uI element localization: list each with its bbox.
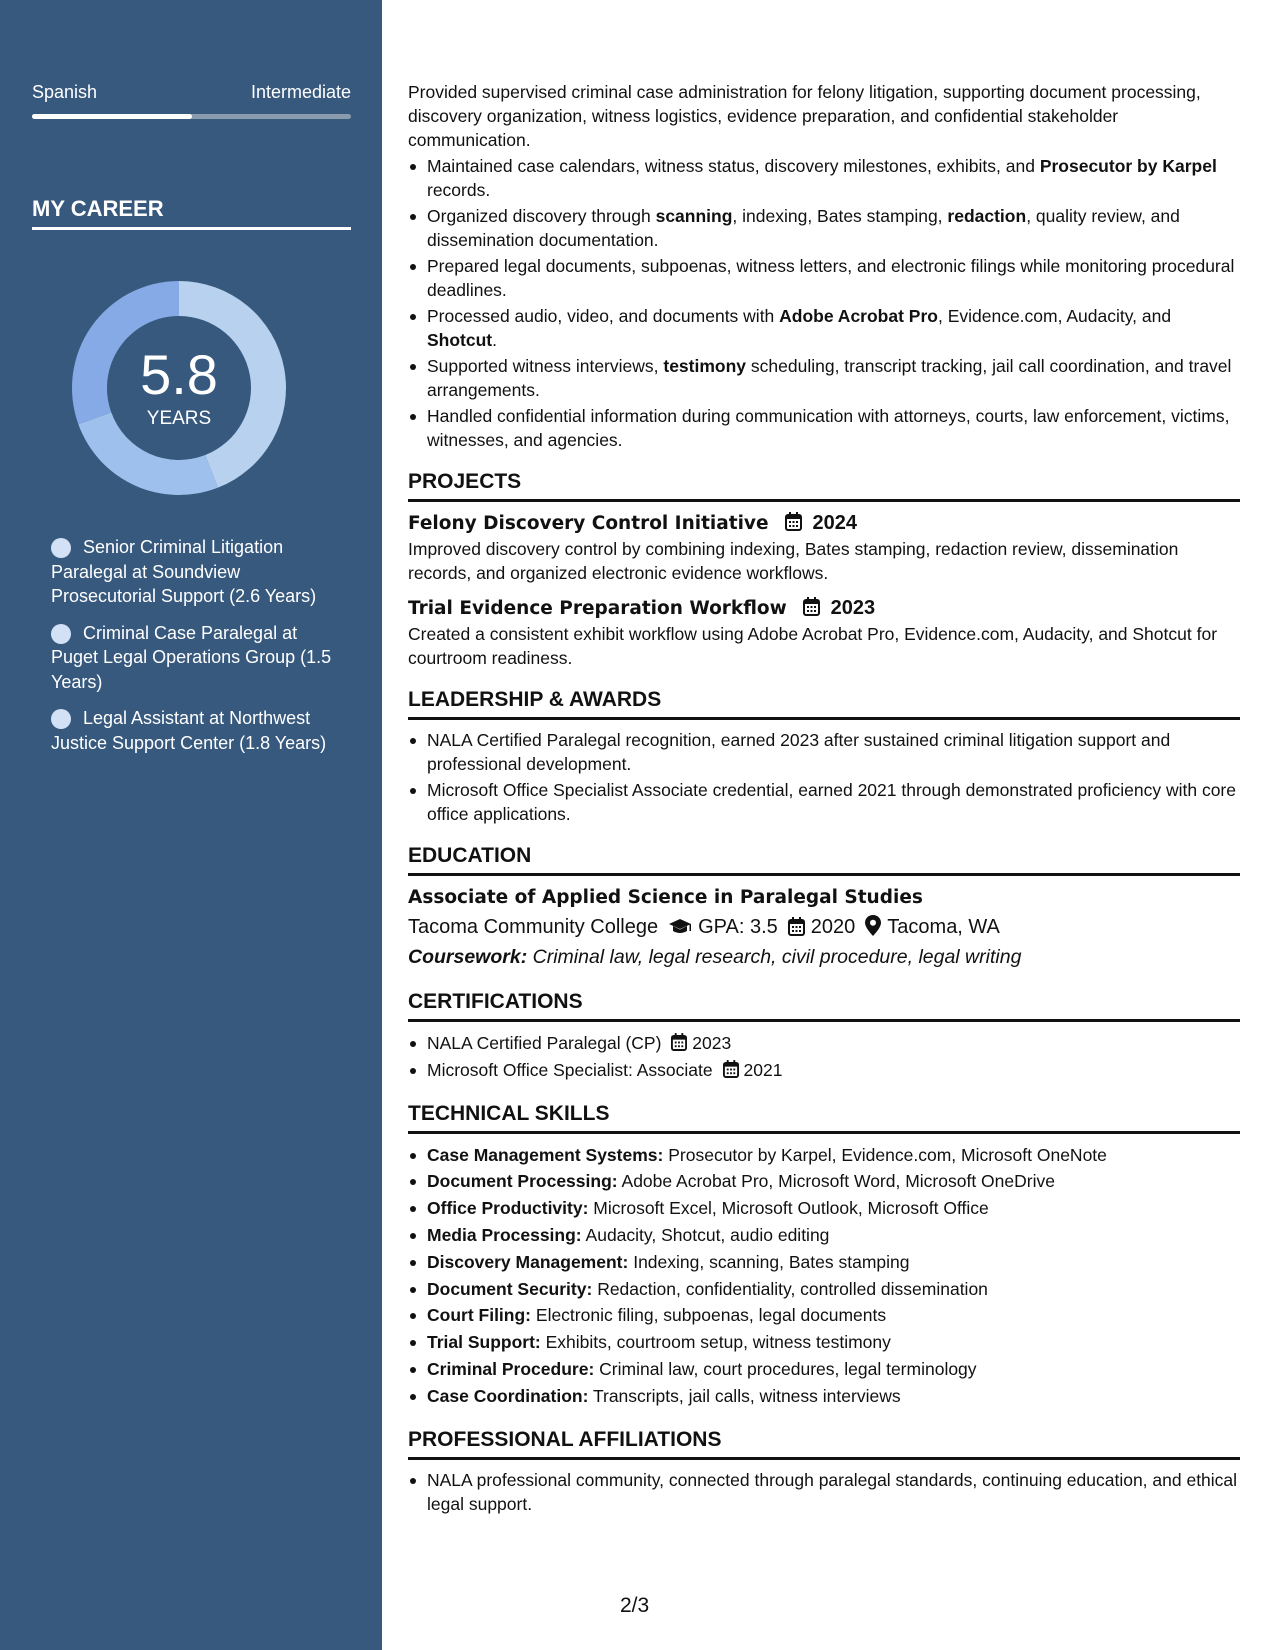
leadership-list <box>408 728 1240 826</box>
section-title-leadership: LEADERSHIP & AWARDS <box>408 686 1240 720</box>
skill-label: Media Processing: <box>427 1224 582 1245</box>
experience-bullet <box>408 354 1240 402</box>
affiliation-list <box>408 1468 1240 1516</box>
skill-label: Case Coordination: <box>427 1385 589 1406</box>
bullet-text: . <box>492 330 498 350</box>
bullet-text: records. <box>427 180 491 200</box>
career-years-value: 5.8 <box>140 343 218 406</box>
calendar-icon <box>788 917 805 936</box>
skill-item <box>408 1383 1240 1410</box>
coursework-value: Criminal law, legal research, civil procedure, legal writing <box>532 946 1022 968</box>
bullet-text: Prepared legal documents, subpoenas, witness letters, and electronic filings while monitoring procedural deadlines. <box>427 256 1235 300</box>
skill-item <box>408 1329 1240 1356</box>
bullet-text: Processed audio, video, and documents with <box>427 306 780 326</box>
section-title-projects: PROJECTS <box>408 468 1240 502</box>
certification-name: NALA Certified Paralegal (CP) <box>427 1033 662 1053</box>
section-title-skills: TECHNICAL SKILLS <box>408 1100 1240 1134</box>
skill-value: Exhibits, courtroom setup, witness testimony <box>545 1332 891 1353</box>
skill-value: Adobe Acrobat Pro, Microsoft Word, Microsoft OneDrive <box>621 1171 1055 1192</box>
skill-value: Indexing, scanning, Bates stamping <box>633 1251 910 1272</box>
bullet-keyword: redaction <box>947 206 1027 226</box>
affiliation-item: NALA professional community, connected through paralegal standards, continuing education, and ethical legal support. <box>408 1468 1240 1516</box>
skill-item <box>408 1302 1240 1329</box>
language-level: Intermediate <box>250 82 351 102</box>
education-coursework <box>408 942 1240 972</box>
career-years-unit: YEARS <box>146 408 212 429</box>
skill-item <box>408 1222 1240 1249</box>
education-details <box>408 912 1240 942</box>
education-school: Tacoma Community College <box>408 916 659 938</box>
bullet-keyword: Adobe Acrobat Pro <box>779 306 938 326</box>
experience-bullet <box>408 304 1240 352</box>
skill-value: Criminal law, court procedures, legal terminology <box>599 1358 977 1379</box>
education-year: 2020 <box>810 916 856 938</box>
sidebar <box>0 0 382 1650</box>
bullet-text: , quality review, and dissemination documentation. <box>427 206 1180 250</box>
skill-label: Trial Support: <box>427 1332 541 1353</box>
skill-label: Office Productivity: <box>427 1198 589 1219</box>
experience-bullet <box>408 204 1240 252</box>
career-item <box>51 706 341 755</box>
language-name: Spanish <box>32 82 98 102</box>
experience-bullet <box>408 254 1240 302</box>
project-heading <box>408 595 1240 622</box>
bullet-keyword: testimony <box>663 356 747 376</box>
coursework-label: Coursework: <box>408 946 528 968</box>
project-year: 2024 <box>812 512 857 534</box>
bullet-text: Handled confidential information during communication with attorneys, courts, law enforcement, victims, witnesses, and agencies. <box>427 406 1230 450</box>
certification-year: 2023 <box>692 1033 732 1053</box>
language-row <box>32 82 351 104</box>
project-name: Trial Evidence Preparation Workflow <box>408 598 787 619</box>
leadership-item: Microsoft Office Specialist Associate credential, earned 2021 through demonstrated proficiency with core office applications. <box>408 778 1240 826</box>
skill-value: Microsoft Excel, Microsoft Outlook, Microsoft Office <box>593 1198 989 1219</box>
skill-value: Redaction, confidentiality, controlled dissemination <box>597 1278 988 1299</box>
graduation-cap-icon <box>668 918 692 936</box>
career-dot-icon <box>51 538 71 558</box>
skill-label: Discovery Management: <box>427 1251 629 1272</box>
bullet-text: , Evidence.com, Audacity, and <box>937 306 1172 326</box>
skill-item <box>408 1195 1240 1222</box>
bullet-text: Supported witness interviews, <box>427 356 664 376</box>
calendar-icon <box>671 1033 687 1051</box>
career-heading-rule <box>32 227 351 230</box>
experience-bullet <box>408 404 1240 452</box>
bullet-keyword: Shotcut <box>427 330 493 350</box>
location-pin-icon <box>865 915 881 936</box>
skill-label: Criminal Procedure: <box>427 1358 595 1379</box>
bullet-text: Organized discovery through <box>427 206 656 226</box>
education-location: Tacoma, WA <box>887 916 1000 938</box>
skill-item <box>408 1356 1240 1383</box>
skill-label: Court Filing: <box>427 1305 532 1326</box>
bullet-text: Maintained case calendars, witness status, discovery milestones, exhibits, and <box>427 156 1040 176</box>
skill-item <box>408 1249 1240 1276</box>
language-proficiency-bar <box>32 114 351 119</box>
calendar-icon <box>785 512 802 531</box>
bullet-keyword: Prosecutor by Karpel <box>1039 156 1217 176</box>
calendar-icon <box>723 1060 739 1078</box>
career-dot-icon <box>51 624 71 644</box>
project-description: Created a consistent exhibit workflow using Adobe Acrobat Pro, Evidence.com, Audacity, and Shotcut for courtroom readiness. <box>408 624 1218 668</box>
experience-bullet <box>408 154 1240 202</box>
skill-item <box>408 1276 1240 1303</box>
calendar-icon <box>803 597 820 616</box>
skill-item <box>408 1142 1240 1169</box>
skills-list <box>408 1142 1240 1410</box>
skill-label: Document Processing: <box>427 1171 618 1192</box>
skill-value: Prosecutor by Karpel, Evidence.com, Microsoft OneNote <box>668 1144 1107 1165</box>
skill-value: Audacity, Shotcut, audio editing <box>585 1224 830 1245</box>
certification-list <box>408 1030 1240 1084</box>
career-item <box>51 535 341 609</box>
bullet-text: scheduling, transcript tracking, jail call coordination, and travel arrangements. <box>427 356 1232 400</box>
career-heading: MY CAREER <box>32 196 164 221</box>
section-title-education: EDUCATION <box>408 842 1240 876</box>
main-content <box>408 80 1240 1518</box>
section-title-affiliations: PROFESSIONAL AFFILIATIONS <box>408 1426 1240 1460</box>
project-description: Improved discovery control by combining indexing, Bates stamping, redaction review, dissemination records, and organized electronic evidence workflows. <box>408 539 1179 583</box>
project-year: 2023 <box>830 597 876 619</box>
page-number: 2/3 <box>620 1594 650 1617</box>
career-item-label: Legal Assistant at Northwest Justice Support Center (1.8 Years) <box>51 708 327 753</box>
skill-label: Case Management Systems: <box>427 1144 664 1165</box>
career-item <box>51 621 341 695</box>
career-list <box>51 535 341 767</box>
language-proficiency-fill <box>32 114 192 119</box>
career-item-label: Criminal Case Paralegal at Puget Legal Operations Group (1.5 Years) <box>51 622 332 692</box>
bullet-keyword: scanning <box>655 206 733 226</box>
bullet-text: , indexing, Bates stamping, <box>732 206 948 226</box>
skill-value: Electronic filing, subpoenas, legal documents <box>535 1305 887 1326</box>
certification-name: Microsoft Office Specialist: Associate <box>427 1059 713 1080</box>
education-degree: Associate of Applied Science in Paralegal Studies <box>408 887 923 908</box>
skill-value: Transcripts, jail calls, witness interviews <box>592 1385 901 1406</box>
section-title-certifications: CERTIFICATIONS <box>408 988 1240 1022</box>
skill-item <box>408 1168 1240 1195</box>
certification-item <box>408 1057 1240 1084</box>
skill-label: Document Security: <box>427 1278 593 1299</box>
leadership-item: NALA Certified Paralegal recognition, earned 2023 after sustained criminal litigation support and professional development. <box>408 728 1240 776</box>
experience-bullets <box>408 154 1240 452</box>
experience-summary: Provided supervised criminal case administration for felony litigation, supporting document processing, discovery organization, witness logistics, evidence preparation, and confidential stakeholder communication. <box>408 82 1201 150</box>
project-name: Felony Discovery Control Initiative <box>408 513 769 534</box>
education-gpa: GPA: 3.5 <box>698 916 778 938</box>
project-heading <box>408 510 1240 537</box>
certification-item <box>408 1030 1240 1057</box>
certification-year: 2021 <box>743 1059 783 1080</box>
career-item-label: Senior Criminal Litigation Paralegal at Soundview Prosecutorial Support (2.6 Years) <box>51 537 317 606</box>
career-dot-icon <box>51 709 71 729</box>
